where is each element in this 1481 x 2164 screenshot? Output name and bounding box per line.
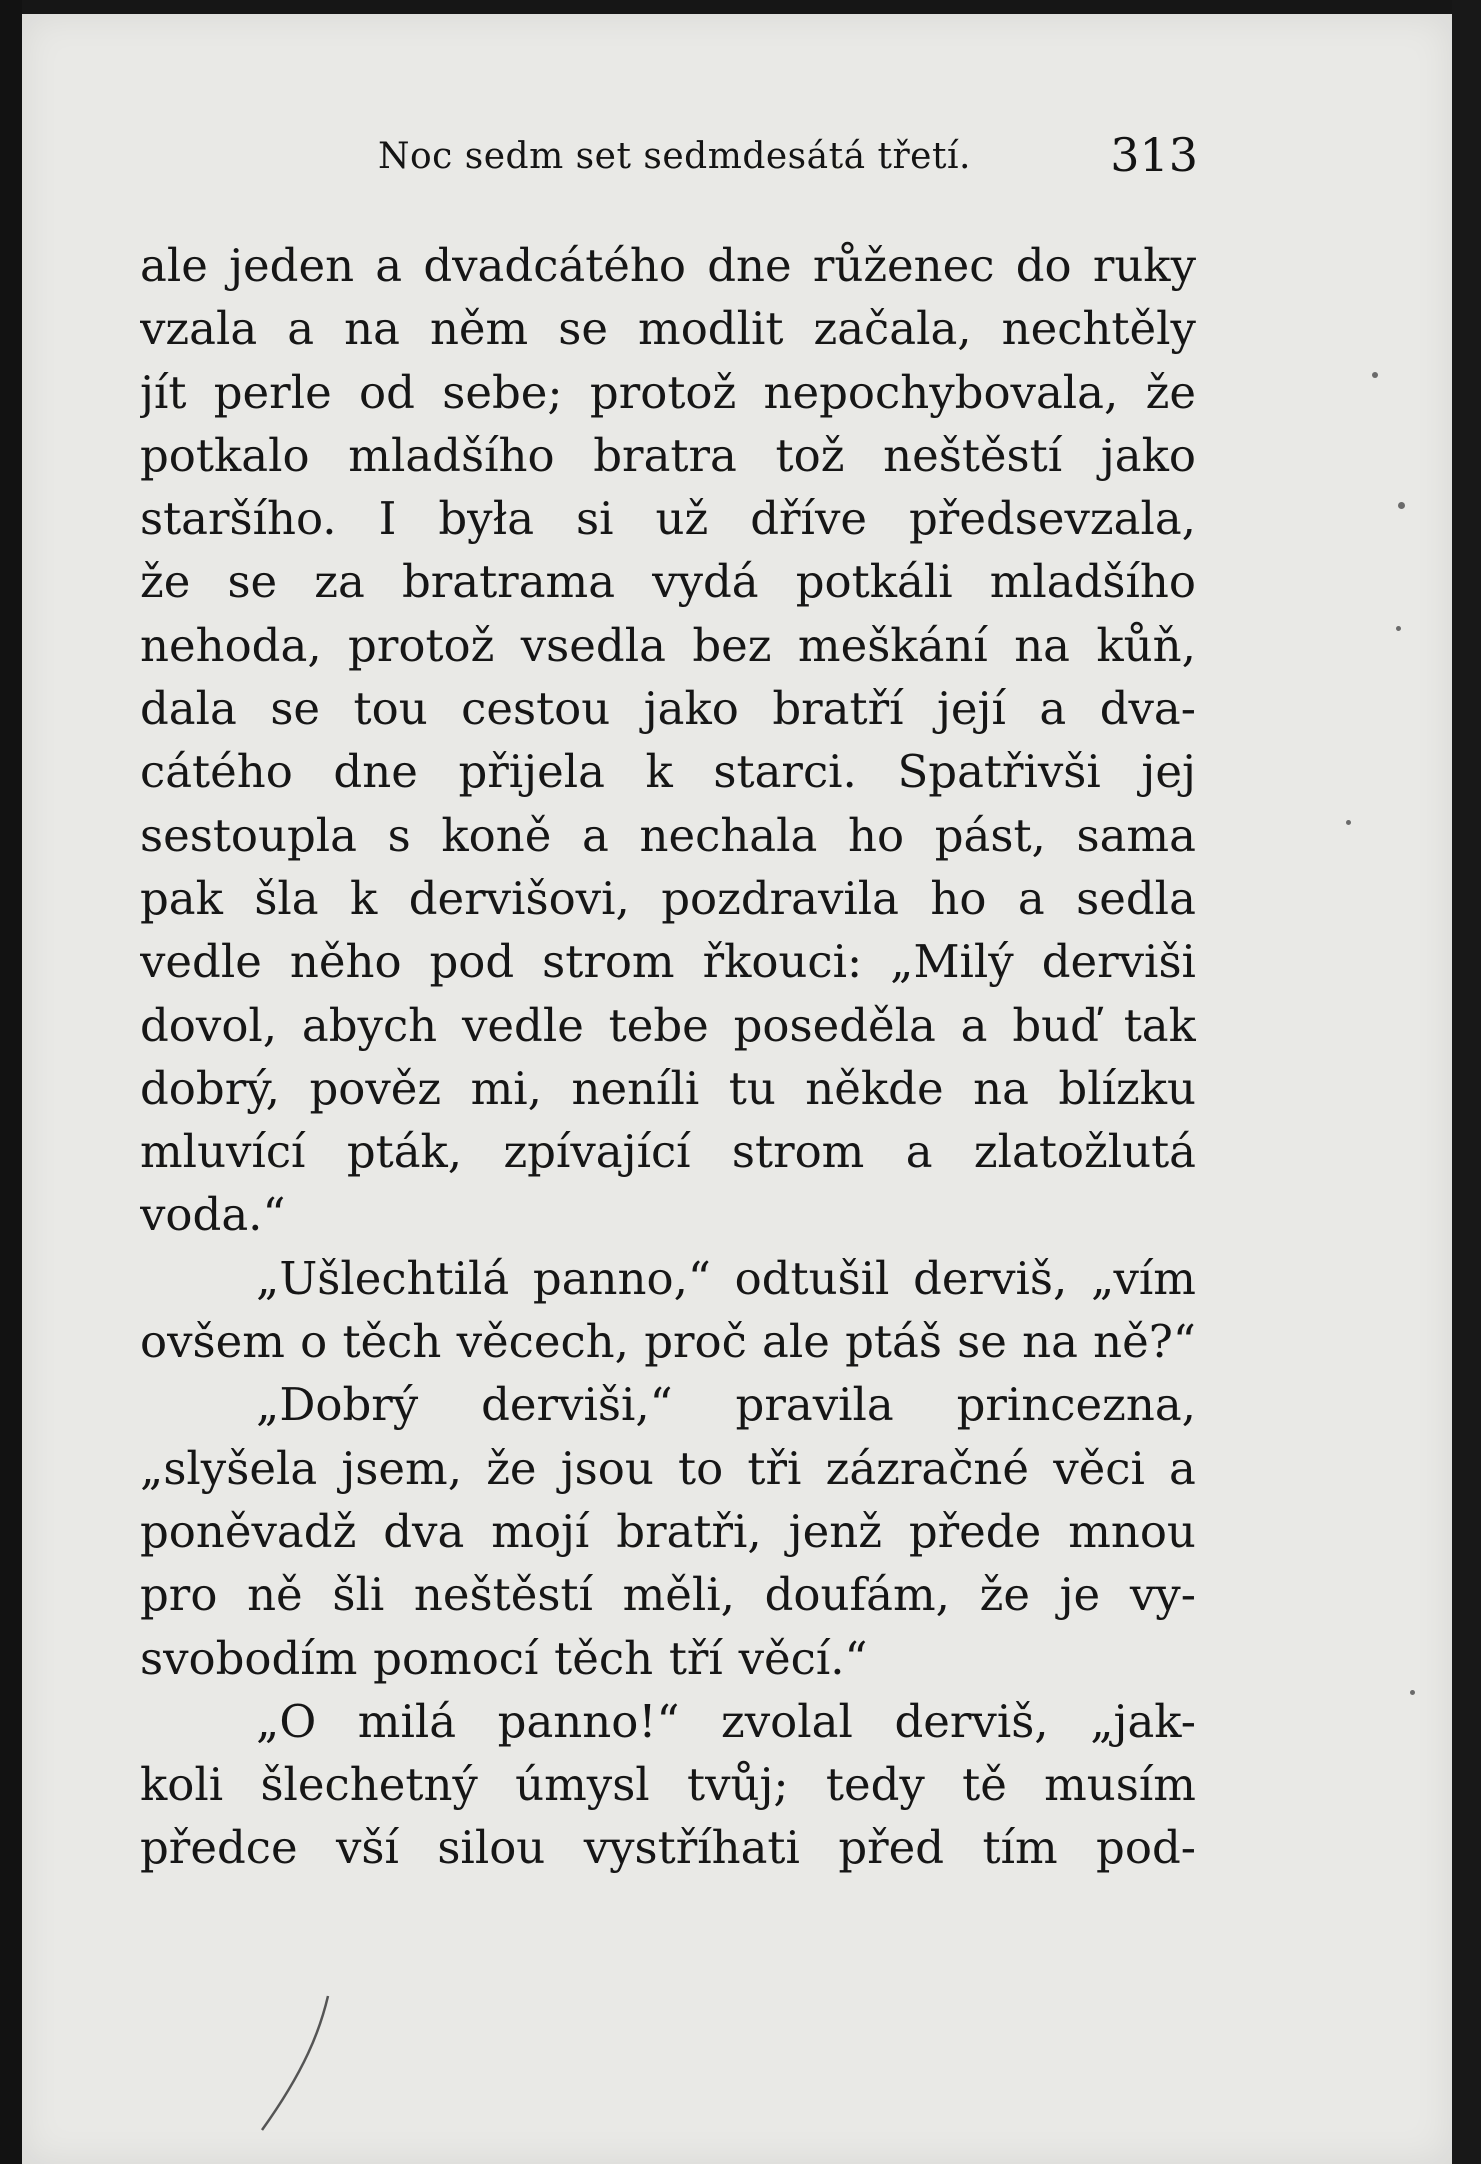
text-line: koli šlechetný úmysl tvůj; tedy tě musím <box>140 1758 1196 1812</box>
text-line: sestoupla s koně a nechala ho pást, sama <box>140 808 1196 862</box>
paper-speck <box>1346 820 1351 825</box>
scan-top-edge <box>0 0 1481 14</box>
text-line: že se za bratrama vydá potkáli mladšího <box>140 555 1196 609</box>
text-line: „O milá panno!“ zvolal derviš, „jak- <box>256 1694 1196 1748</box>
scan-left-edge <box>0 0 22 2164</box>
running-title: Noc sedm set sedmdesátá třetí. <box>378 136 971 177</box>
text-line: pak šla k dervišovi, pozdravila ho a sedla <box>140 871 1196 925</box>
text-line: „slyšela jsem, že jsou to tři zázračné věci a <box>140 1441 1196 1495</box>
paper-speck <box>1372 372 1378 378</box>
text-line: nehoda, protož vsedla bez meškání na kůň, <box>140 618 1196 672</box>
scan-right-edge <box>1452 0 1481 2164</box>
pencil-mark <box>250 1990 370 2140</box>
text-line: potkalo mladšího bratra tož neštěstí jako <box>140 428 1196 482</box>
paper-speck <box>1396 626 1401 631</box>
text-line: svobodím pomocí těch tří věcí.“ <box>140 1631 868 1685</box>
text-line: mluvící pták, zpívající strom a zlatožlutá <box>140 1125 1196 1179</box>
text-line: předce vší silou vystříhati před tím pod- <box>140 1821 1196 1875</box>
text-line: dala se tou cestou jako bratří její a dva- <box>140 682 1196 736</box>
page-number: 313 <box>1110 128 1198 182</box>
paper-speck <box>1410 1690 1415 1695</box>
text-line: dobrý, pověz mi, neníli tu někde na blízku <box>140 1061 1196 1115</box>
text-line: voda.“ <box>140 1188 286 1242</box>
text-line: vzala a na něm se modlit začala, nechtěly <box>140 302 1196 356</box>
paper-speck <box>1398 502 1405 509</box>
text-line: pro ně šli neštěstí měli, doufám, že je vy- <box>140 1568 1196 1622</box>
text-line: staršího. I była si už dříve předsevzala, <box>140 492 1196 546</box>
text-line: ovšem o těch věcech, proč ale ptáš se na ně?“ <box>140 1315 1196 1369</box>
text-line: cátého dne přijela k starci. Spatřivši jej <box>140 745 1196 799</box>
text-line: „Ušlechtilá panno,“ odtušil derviš, „vím <box>256 1251 1196 1305</box>
text-line: ale jeden a dvadcátého dne růženec do ruky <box>140 239 1196 292</box>
text-line: vedle něho pod strom řkouci: „Milý derviši <box>140 935 1196 989</box>
page-header <box>378 128 1198 188</box>
text-line: jít perle od sebe; protož nepochybovala, že <box>140 365 1196 419</box>
text-line: dovol, abych vedle tebe poseděla a buď tak <box>140 998 1196 1052</box>
body-text <box>140 234 1196 1880</box>
text-line: poněvadž dva mojí bratři, jenž přede mnou <box>140 1504 1196 1558</box>
text-line: „Dobrý derviši,“ pravila princezna, <box>256 1378 1196 1432</box>
